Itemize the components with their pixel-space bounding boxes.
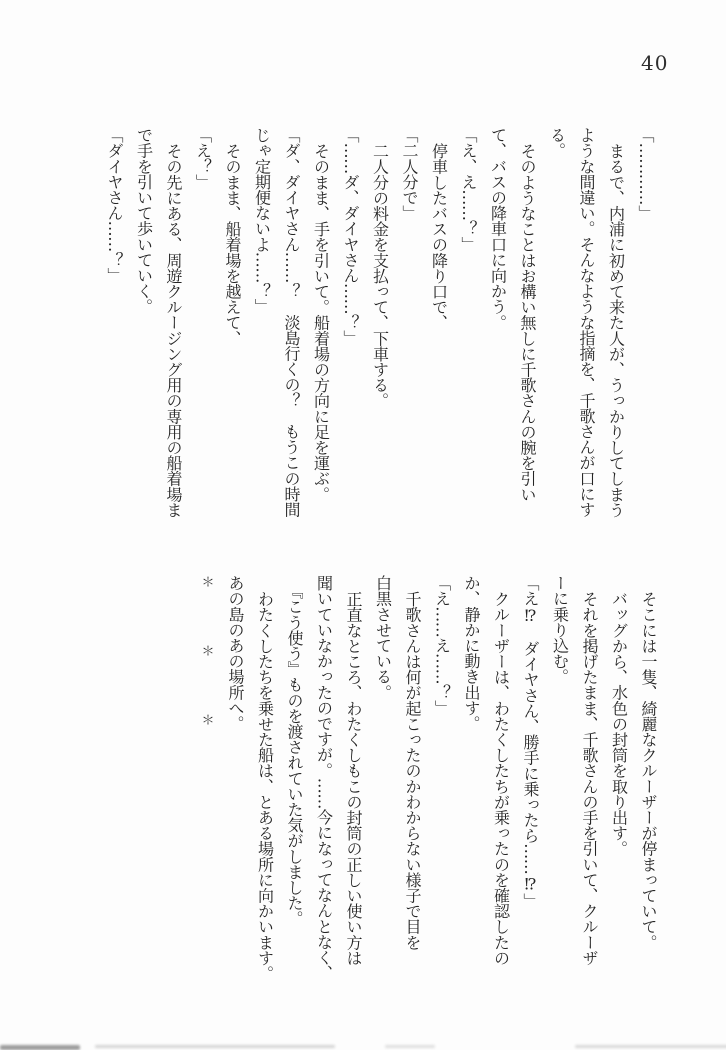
text-line: バッグから、水色の封筒を取り出す。 xyxy=(609,591,629,857)
page-number: 40 xyxy=(641,51,669,75)
text-line: ような間違い。そんなような指摘を、千歌さんが口にす xyxy=(577,127,596,518)
text-line: 聞いていなかったのですが。……今になってなんとなく、 xyxy=(314,575,334,981)
text-line: わたくしたちを乗せた船は、とある場所に向かいます。 xyxy=(255,591,275,982)
scene-break-asterisks: ＊＊＊ xyxy=(198,575,214,782)
text-line: る。 xyxy=(547,127,567,159)
text-line: 千歌さんは何が起こったのかわからない様子で目を xyxy=(403,591,422,950)
text-line: そのまま、手を引いて。船着場の方向に足を運ぶ。 xyxy=(311,143,331,502)
text-line: そのようなことはお構い無しに千歌さんの腕を引い xyxy=(518,143,537,502)
text-line: て、バスの降車口に向かう。 xyxy=(488,127,508,330)
text-line: 「え？」 xyxy=(193,127,213,190)
text-line: か、静かに動き出す。 xyxy=(462,575,481,732)
text-line: そのまま、船着場を越えて、 xyxy=(223,143,242,346)
text-line: 「…………」 xyxy=(636,127,655,221)
text-line: 「……ダ、ダイヤさん……？」 xyxy=(341,127,360,346)
text-line: 二人分の料金を支払って、下車する。 xyxy=(370,143,390,409)
text-line: じゃ定期便ないよ……？」 xyxy=(252,127,272,315)
text-line: まるで、内浦に初めて来た人が、うっかりしてしまう xyxy=(606,143,626,518)
text-line: 「ダイヤさん……？」 xyxy=(105,127,124,284)
scan-edge-artifact xyxy=(575,1045,726,1048)
text-line: それを掲げたまま、千歌さんの手を引いて、クルーザ xyxy=(580,591,599,966)
upper-text-block xyxy=(94,127,660,559)
text-line: 『こう使う』ものを渡されていた気がしました。 xyxy=(285,583,304,927)
text-line: 「二人分で」 xyxy=(400,127,419,221)
text-line: 「え、え……？」 xyxy=(459,127,478,252)
text-line: クルーザーは、わたくしたちが乗ったのを確認したの xyxy=(491,591,511,966)
text-line: 「え⁉ ダイヤさん、勝手に乗ったら……⁉」 xyxy=(521,575,540,909)
text-line: 停車したバスの降り口で、 xyxy=(429,143,449,331)
text-line: その先にある、周遊クルージング用の専用の船着場ま xyxy=(164,143,183,518)
text-line: 正直なところ、わたくしもこの封筒の正しい使い方は xyxy=(344,591,363,966)
text-line: 「え……え……？」 xyxy=(432,575,452,716)
scan-edge-artifact xyxy=(385,1045,435,1048)
text-line: そこには一隻、綺麗なクルーザーが停まっていて。 xyxy=(639,591,658,950)
text-line: 「ダ、ダイヤさん……？ 淡島行くの？ もうこの時間 xyxy=(282,127,301,518)
scan-edge-artifact xyxy=(0,1045,80,1050)
text-line: で手を引いて歩いていく。 xyxy=(134,127,154,315)
text-line: 白黒させている。 xyxy=(373,575,393,700)
text-line: あの島のあの場所へ。 xyxy=(226,575,245,732)
lower-text-block xyxy=(97,575,663,1007)
scan-edge-artifact xyxy=(95,1045,335,1048)
text-line: ーに乗り込む。 xyxy=(550,575,570,685)
